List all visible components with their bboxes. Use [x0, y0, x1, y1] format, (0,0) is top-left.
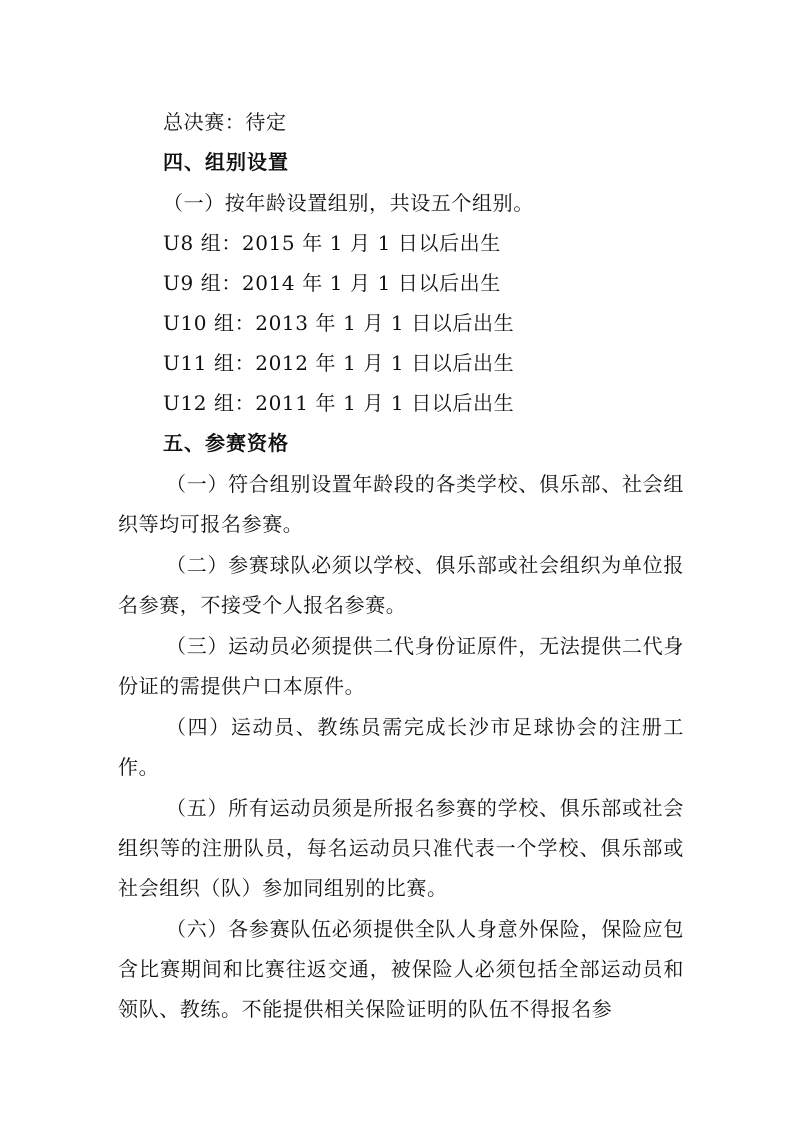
group-u9: U9 组：2014 年 1 月 1 日以后出生: [163, 271, 501, 295]
group-u11: U11 组：2012 年 1 月 1 日以后出生: [163, 351, 515, 375]
eligibility-paragraph-4: （四）运动员、教练员需完成长沙市足球协会的注册工作。: [118, 715, 684, 779]
eligibility-paragraph-3: （三）运动员必须提供二代身份证原件，无法提供二代身份证的需提供户口本原件。: [118, 634, 684, 698]
eligibility-paragraph-2: （二）参赛球队必须以学校、俱乐部或社会组织为单位报名参赛，不接受个人报名参赛。: [118, 553, 684, 617]
section-4-intro: （一）按年龄设置组别，共设五个组别。: [163, 191, 534, 215]
eligibility-paragraph-6: （六）各参赛队伍必须提供全队人身意外保险，保险应包含比赛期间和比赛往返交通，被保险人必须包括全部运动员和领队、教练。不能提供相关保险证明的队伍不得报名参: [118, 917, 684, 1021]
group-u12: U12 组：2011 年 1 月 1 日以后出生: [163, 391, 515, 415]
final-schedule-line: 总决赛：待定: [163, 110, 287, 134]
eligibility-paragraph-5: （五）所有运动员须是所报名参赛的学校、俱乐部或社会组织等的注册队员，每名运动员只准代表一个学校、俱乐部或社会组织（队）参加同组别的比赛。: [118, 796, 684, 900]
group-u8: U8 组：2015 年 1 月 1 日以后出生: [163, 231, 501, 255]
section-5-heading: 五、参赛资格: [163, 431, 289, 455]
group-u10: U10 组：2013 年 1 月 1 日以后出生: [163, 311, 515, 335]
section-4-heading: 四、组别设置: [163, 150, 289, 174]
eligibility-paragraph-1: （一）符合组别设置年龄段的各类学校、俱乐部、社会组织等均可报名参赛。: [118, 472, 684, 536]
